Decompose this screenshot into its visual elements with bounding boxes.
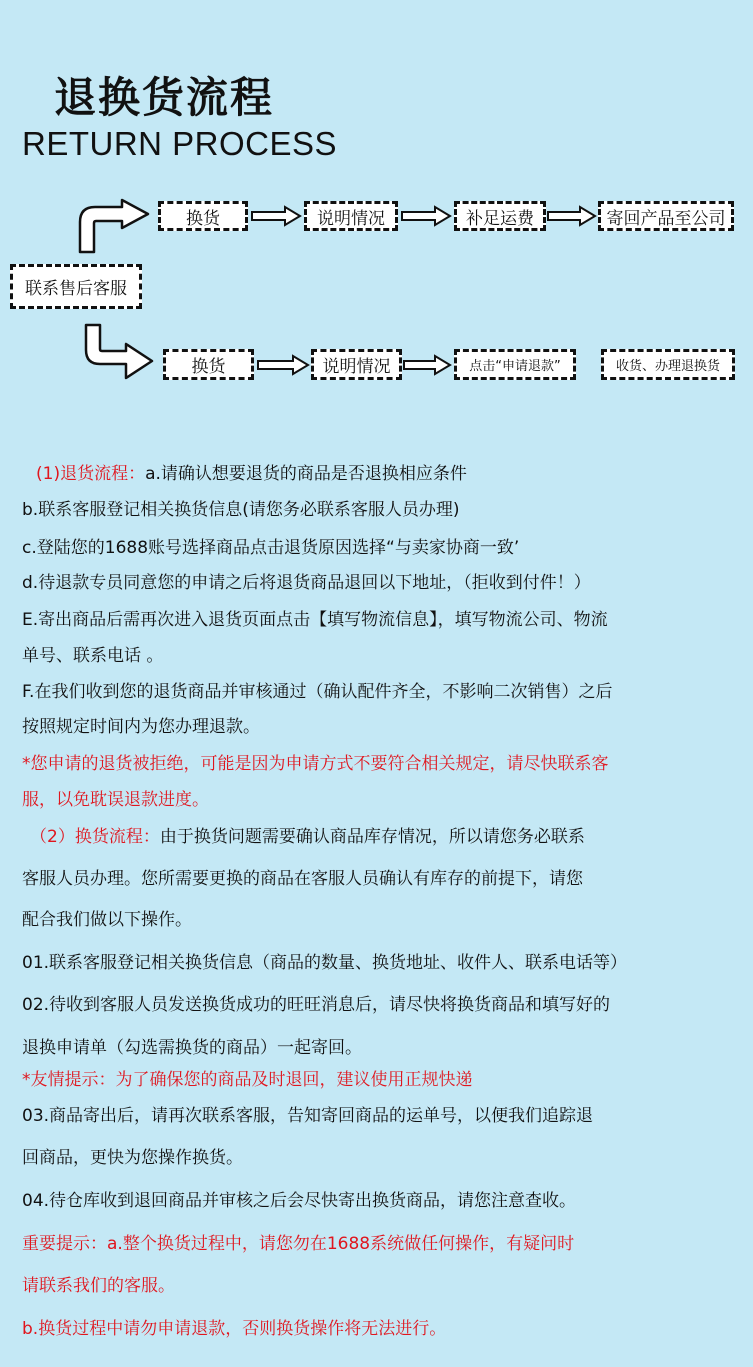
bent-arrow-up-icon — [80, 200, 148, 252]
flow-top-step-2: 说明情况 — [304, 201, 398, 231]
arrow-right-icon — [258, 356, 308, 374]
exchange-process-heading: （2）换货流程： — [30, 827, 160, 847]
arrow-right-icon — [252, 207, 300, 225]
important-tip-b: b.换货过程中请勿申请退款，否则换货操作将无法进行。 — [22, 1319, 447, 1339]
arrow-right-icon — [404, 356, 450, 374]
bent-arrow-down-icon — [86, 325, 152, 378]
flow-bottom-step-4: 收货、办理退换货 — [601, 349, 735, 380]
flow-top-step-1: 换货 — [158, 201, 248, 231]
return-step-b: b.联系客服登记相关换货信息(请您务必联系客服人员办理) — [22, 500, 460, 520]
exchange-step-02-line2: 退换申请单（勾选需换货的商品）一起寄回。 — [22, 1038, 362, 1058]
return-step-d: d.待退款专员同意您的申请之后将退货商品退回以下地址，（拒收到付件！） — [22, 573, 591, 593]
exchange-intro-line2: 客服人员办理。您所需要更换的商品在客服人员确认有库存的前提下，请您 — [22, 869, 583, 889]
return-step-f-line2: 按照规定时间内为您办理退款。 — [22, 717, 260, 737]
return-step-e-line2: 单号、联系电话 。 — [22, 646, 164, 666]
flow-top-step-4: 寄回产品至公司 — [598, 201, 734, 231]
exchange-step-03-line2: 回商品，更快为您操作换货。 — [22, 1148, 243, 1168]
exchange-intro-line3: 配合我们做以下操作。 — [22, 910, 192, 930]
return-step-f-line1: F.在我们收到您的退货商品并审核通过（确认配件齐全，不影响二次销售）之后 — [22, 682, 613, 702]
page-subtitle: RETURN PROCESS — [22, 125, 338, 162]
flow-bottom-step-2: 说明情况 — [311, 349, 402, 380]
return-step-a — [22, 462, 747, 486]
exchange-intro-text: 由于换货问题需要确认商品库存情况，所以请您务必联系 — [159, 827, 585, 847]
arrow-right-icon — [548, 207, 595, 225]
return-process-heading: (1)退货流程： — [36, 464, 146, 484]
flow-top-step-3: 补足运费 — [454, 201, 546, 231]
exchange-step-02-line1: 02.待收到客服人员发送换货成功的旺旺消息后，请尽快将换货商品和填写好的 — [22, 995, 611, 1015]
exchange-step-03-line1: 03.商品寄出后，请再次联系客服，告知寄回商品的运单号，以便我们追踪退 — [22, 1106, 594, 1126]
return-step-c: c.登陆您的1688账号选择商品点击退货原因选择“与卖家协商一致’ — [22, 538, 520, 558]
arrow-right-icon — [402, 207, 450, 225]
return-step-a-text: a.请确认想要退货的商品是否退换相应条件 — [145, 464, 467, 484]
exchange-intro-line1 — [22, 825, 747, 849]
flow-bottom-step-1: 换货 — [163, 349, 254, 380]
important-tip-line2: 请联系我们的客服。 — [22, 1276, 175, 1296]
important-tip-line1: 重要提示：a.整个换货过程中，请您勿在1688系统做任何操作，有疑问时 — [22, 1234, 575, 1254]
return-warning-line2: 服，以免耽误退款进度。 — [22, 790, 209, 810]
return-warning-line1: *您申请的退货被拒绝，可能是因为申请方式不要符合相关规定，请尽快联系客 — [22, 754, 609, 774]
flow-bottom-step-3: 点击“申请退款” — [454, 349, 576, 380]
exchange-step-04: 04.待仓库收到退回商品并审核之后会尽快寄出换货商品，请您注意查收。 — [22, 1191, 577, 1211]
flow-start-box: 联系售后客服 — [10, 264, 142, 309]
exchange-step-01: 01.联系客服登记相关换货信息（商品的数量、换货地址、收件人、联系电话等） — [22, 953, 628, 973]
page-title: 退换货流程 — [54, 73, 275, 122]
return-step-e-line1: E.寄出商品后需再次进入退货页面点击【填写物流信息】，填写物流公司、物流 — [22, 610, 608, 630]
exchange-tip: *友情提示：为了确保您的商品及时退回，建议使用正规快递 — [22, 1070, 473, 1090]
